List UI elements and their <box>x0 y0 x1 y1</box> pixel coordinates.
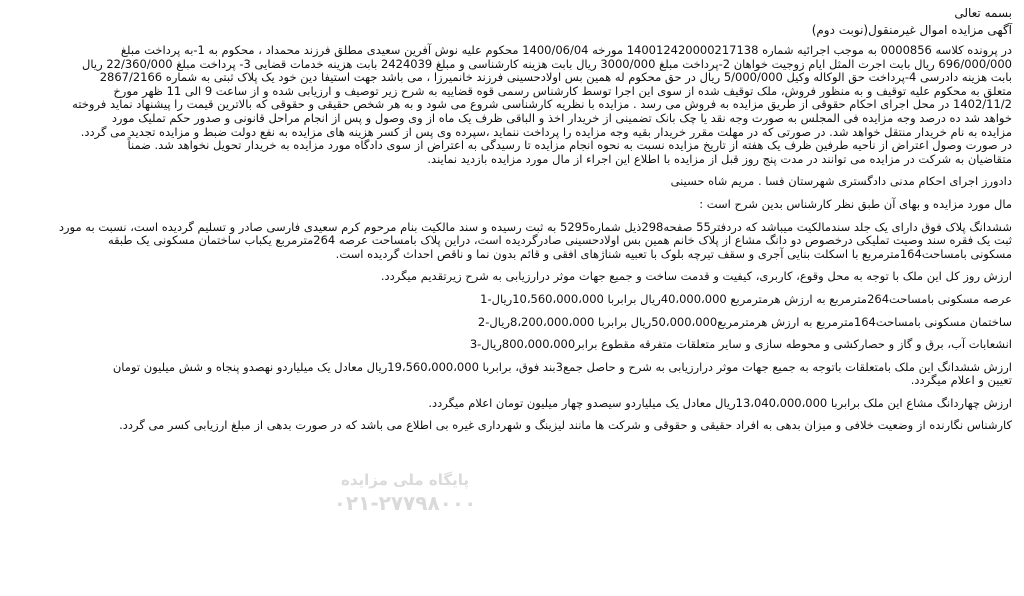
intro-line: 1402/11/2 در محل اجرای احکام حقوقی از طریق مزایده به فروش می رسد . مزایده با نظریه کارشناسی شروع می شود و به هر شخص حقیقی و حقوقی که بالاترین قیمت را پیشنهاد نماید فروخته <box>72 97 1012 112</box>
valuation-item-utilities: انشعابات آب، برق و گاز و حصارکشی و محوطه سازی و سایر متعلقات متفرقه مقطوع برابر800،000،000ریال-3 <box>469 337 1012 352</box>
intro-line: خواهد شد ده درصد وجه مزایده فی المجلس به صورت وجه نقد یا چک بانک تضمینی از خریدار اخذ و الباقی ظرف یک ماه از وی وصول و پس از انجام مراحل قانونی و صدور حکم تملیک مورد <box>111 110 1012 125</box>
intro-line: متقاضیان به شرکت در مزایده می توانند در مدت پنج روز قبل از مزایده با اطلاع این اجراء از مال مورد مزایده بازدید نمایند. <box>427 151 1012 166</box>
total-value-line: تعیین و اعلام میگردد. <box>910 373 1012 388</box>
watermark-text: پایگاه ملی مزایده <box>340 471 470 489</box>
intro-line: در صورت وصول اعتراض از ناحیه طرفین ظرف یک هفته از تاریخ مزایده نسبت به نحوه انجام مزایده تا رسیدگی به اعتراض از سوی دادگاه مورد مزایده به خریدار تحویل نخواهد شد. ضمناً <box>127 138 1012 153</box>
signature-line: دادورز اجرای احکام مدنی دادگستری شهرستان فسا . مریم شاه حسینی <box>670 174 1012 189</box>
intro-line: مزایده به نام خریدار منتقل خواهد شد. در صورتی که در مهلت مقرر خریدار بقیه وجه مزایده را پرداخت ننماید ،سپرده وی پس از کسر هزینه های مزایده به نفع دولت ضبط و مزایده تجدید می گردد. <box>80 124 1012 139</box>
intro-line: بابت هزینه دادرسی 4-پرداخت حق الوکاله وکیل 5/000/000 ریال در حق محکوم له همین بس اولادحسینی فرزند خانمیرزا ، می باشد جهت استیفا دین خود یک پلاک ثبتی به شماره 2867/2166 <box>99 70 1012 85</box>
watermark-phone: ۰۲۱-۲۷۷۹۸۰۰۰ <box>333 491 477 515</box>
valuation-intro: ارزش روز کل این ملک با توجه به محل وقوع، کاربری، کیفیت و قدمت ساخت و جمیع جهات موثر درارزیابی به شرح زیرتقدیم میگردد. <box>380 269 1012 284</box>
description-line: مسکونی بامساحت164مترمربع با اسکلت بنایی آجری و سقف تیرچه بلوک با تعبیه شناژهای افقی و قائم بدون نما و ناقص احداث گردیده است. <box>335 246 1012 261</box>
intro-paragraph <box>14 44 1012 166</box>
description-line: ثبت یک فقره سند وصیت تملیکی درخصوص دو دانگ مشاع از پلاک خانم همین بس اولادحسینی صادرگردیده است، دراین پلاک بامساحت عرصه 264مترمربع یکباب ساختمان مسکونی یک طبقه <box>107 233 1012 248</box>
intro-line: 696/000/000 ریال بابت اجرت المثل ایام زوجیت خواهان 2-پرداخت مبلغ 3000/000 ریال بابت هزینه کارشناسی و مبلغ 2424039 بابت هزینه خدمات قضایی 3- پرداخت مبلغ 22/360/000 ریال <box>82 56 1012 71</box>
document-subtitle: آگهی مزایده اموال غیرمنقول(نوبت دوم) <box>811 23 1012 37</box>
description-line: ششدانگ پلاک فوق دارای یک جلد سندمالکیت میباشد که دردفتر55 صفحه298ذیل شماره5295 به ثبت رسیده و سند مالکیت بنام مرحوم کرم سعیدی فارسی صادر و تسلیم گردیده است، نسبت به مورد <box>58 219 1012 234</box>
valuation-item-land: عرصه مسکونی بامساحت264مترمربع به ارزش هرمترمربع 40،000،000ریال برابربا 10،560،000،000ریال-1 <box>480 291 1012 306</box>
intro-line: متعلق به محکوم علیه توقیف و به منظور فروش، ملک توقیف شده از سوی این اجرا توسط کارشناس رسمی قوه قضاییه به شرح زیر توصیف و ارزیابی شده و از ساعت 9 الی 11 ظهر مورخ <box>113 83 1012 98</box>
four-dang-value: ارزش چهاردانگ مشاع این ملک برابربا 13،040،000،000ریال معادل یک میلیاردو سیصدو چهار میلیون تومان اعلام میگردد. <box>428 395 1012 410</box>
property-description <box>14 221 1012 262</box>
total-value <box>14 361 1012 388</box>
intro-line: در پرونده کلاسه 0000856 به موجب اجرائیه شماره 140012420000217138 مورخه 1400/06/04 محکوم علیه نوش آفرین سعیدی مطلق فرزند محمداد ، محکوم به 1-به پرداخت مبلغ <box>120 43 1012 57</box>
total-value-line: ارزش ششدانگ این ملک بامتعلقات باتوجه به جمیع جهات موثر درارزیابی به شرح و حاصل جمع3بند فوق، برابربا 19،560،000،000ریال معادل یک میلیاردو نهصدو پنجاه و شش میلیون تومان <box>112 359 1012 374</box>
document-title: بسمه تعالی <box>954 6 1012 20</box>
valuation-item-building: ساختمان مسکونی بامساحت164مترمربع به ارزش هرمترمربع50،000،000ریال برابربا 8،200،000،000ریال-2 <box>477 314 1012 329</box>
disclaimer-text: کارشناس نگارنده از وضعیت خلافی و میزان بدهی به افراد حقیقی و حقوقی و شرکت ها مانند لیزینگ و شهرداری غیره بی اطلاع می باشد که در صورت بدهی از مبلغ ارزیابی کسر می گردد. <box>119 418 1012 433</box>
section-heading: مال مورد مزایده و بهای آن طبق نظر کارشناس بدین شرح است : <box>699 196 1012 211</box>
